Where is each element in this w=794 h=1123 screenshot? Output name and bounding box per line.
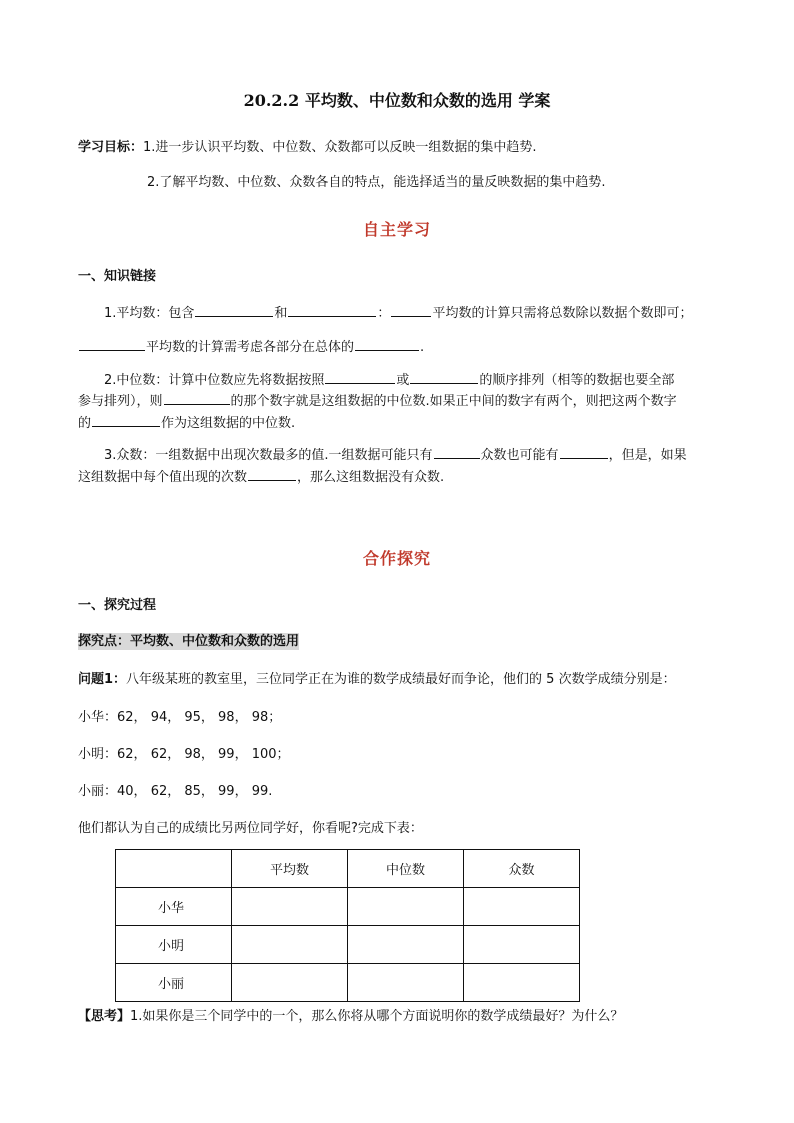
table-answer-cell[interactable] [232,964,348,1002]
text: 3.众数：一组数据中出现次数最多的值.一组数据可能只有 [104,448,433,463]
fill-blank[interactable] [288,303,376,317]
text: 2.中位数：计算中位数应先将数据按照 [104,373,325,388]
objective-2: 2.了解平均数、中位数、众数各自的特点，能选择适当的量反映数据的集中趋势. [147,175,606,190]
text: 作为这组数据的中位数. [161,416,296,431]
fill-blank[interactable] [325,370,395,384]
text: 和 [274,306,288,321]
problem-text: 八年级某班的教室里，三位同学正在为谁的数学成绩最好而争论，他们的 5 次数学成绩分别是： [126,672,676,687]
student-scores-row [78,780,272,799]
table-header-cell: 平均数 [232,850,348,888]
table-answer-cell[interactable] [348,926,464,964]
paragraph-median-line2 [78,390,677,409]
problem-1 [78,668,676,687]
fill-blank[interactable] [195,303,273,317]
text: . [420,340,425,355]
student-name: 小丽： [78,784,118,799]
text: 参与排列），则 [78,394,163,409]
paragraph-median-line3 [78,412,295,431]
table-header-row [116,850,580,888]
table-row [116,926,580,964]
table-answer-cell[interactable] [232,888,348,926]
student-scores: 40， 62， 85， 99， 99. [117,784,273,799]
text: ，那么这组数据没有众数. [297,470,445,485]
think-text: 1.如果你是三个同学中的一个，那么你将从哪个方面说明你的数学成绩最好？为什么？ [130,1009,624,1024]
text: 的顺序排列（相等的数据也要全部 [479,373,675,388]
objectives-label: 学习目标： [78,140,144,155]
text: 众数也可能有 [480,448,559,463]
paragraph-mode-line1 [104,444,687,463]
text: 平均数的计算只需将总数除以数据个数即可； [432,306,693,321]
think-label: 【思考】 [78,1009,131,1024]
fill-blank[interactable] [248,467,296,481]
fill-blank[interactable] [560,445,608,459]
table-answer-cell[interactable] [464,888,580,926]
fill-blank[interactable] [434,445,480,459]
table-prompt: 他们都认为自己的成绩比另两位同学好，你看呢?完成下表： [78,821,423,836]
fill-blank[interactable] [391,303,431,317]
think-question [78,1005,623,1024]
text: 这组数据中每个值出现的次数 [78,470,248,485]
fill-blank[interactable] [355,337,419,351]
objective-1-text: 1.进一步认识平均数、中位数、众数都可以反映一组数据的集中趋势. [143,140,537,155]
table-header-cell: 众数 [464,850,580,888]
table-row-label: 小明 [116,926,232,964]
text: 平均数的计算需考虑各部分在总体的 [146,340,355,355]
student-scores: 62， 62， 98， 99， 100； [117,747,290,762]
table-row-label: 小丽 [116,964,232,1002]
statistics-table [115,849,580,1002]
focus-highlight: 探究点：平均数、中位数和众数的选用 [78,634,300,649]
table-header-cell: 中位数 [348,850,464,888]
table-answer-cell[interactable] [464,926,580,964]
fill-blank[interactable] [79,337,145,351]
paragraph-mode-line2 [78,466,444,485]
focus-point [78,630,299,649]
text: ： [377,306,391,321]
heading-knowledge-link: 一、知识链接 [78,269,157,284]
paragraph-mean-line1 [104,302,692,321]
student-scores-row [78,743,290,762]
fill-blank[interactable] [164,391,230,405]
fill-blank[interactable] [410,370,478,384]
fill-blank[interactable] [92,413,160,427]
paragraph-mean-line2 [78,336,424,355]
table-row [116,888,580,926]
text: 1.平均数：包含 [104,306,195,321]
student-scores-row [78,706,281,725]
student-name: 小华： [78,710,118,725]
paragraph-median-line1 [104,369,674,388]
table-answer-cell[interactable] [348,964,464,1002]
student-scores: 62， 94， 95， 98， 98； [117,710,282,725]
section-title-cooperation: 合作探究 [362,549,431,568]
objective-1 [78,136,537,155]
table-answer-cell[interactable] [348,888,464,926]
table-row [116,964,580,1002]
text: ，但是，如果 [608,448,687,463]
section-title-self-study: 自主学习 [362,220,431,239]
table-row-label: 小华 [116,888,232,926]
text: 的 [78,416,92,431]
text: 的那个数字就是这组数据的中位数.如果正中间的数字有两个，则把这两个数字 [230,394,677,409]
page-title: 20.2.2 平均数、中位数和众数的选用 学案 [243,91,551,110]
text: 或 [396,373,410,388]
table-answer-cell[interactable] [464,964,580,1002]
problem-label: 问题1： [78,672,127,687]
heading-exploration: 一、探究过程 [78,598,157,613]
student-name: 小明： [78,747,118,762]
table-header-cell [116,850,232,888]
table-answer-cell[interactable] [232,926,348,964]
